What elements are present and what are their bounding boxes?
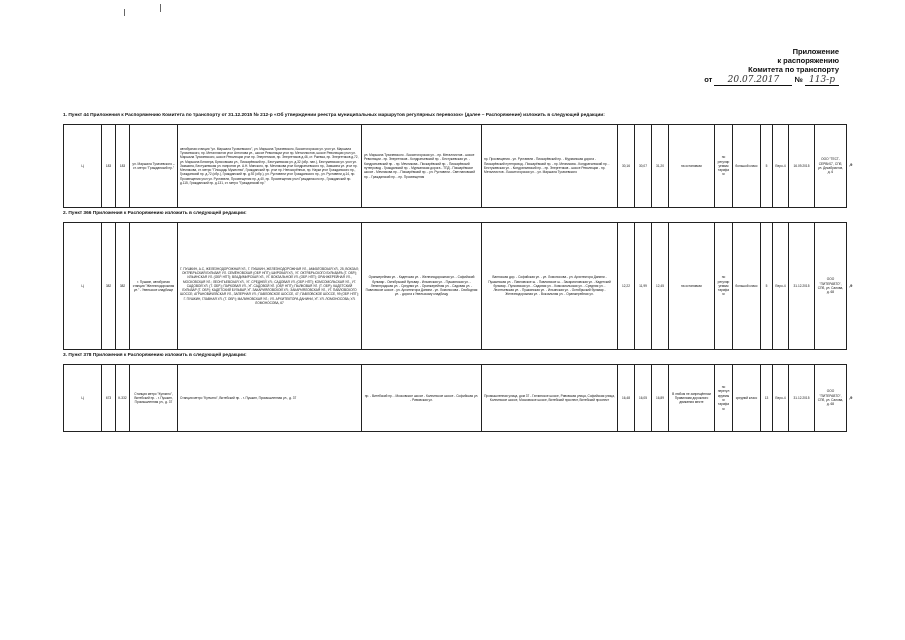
table-row: [64, 223, 847, 350]
table-cell: 673: [102, 365, 116, 432]
table-cell: на остановках: [669, 125, 715, 208]
table-cell: Станция метро "Купчино", Витебский пр. - г. Пушкин, Промышленная ул., д. 37: [130, 365, 178, 432]
table-cell: 13: [761, 365, 773, 432]
table-cell: 31,20: [652, 125, 669, 208]
table-cell: Ц: [64, 125, 102, 208]
row-tail-mark: ,9: [849, 162, 853, 167]
table-cell: 31.12.2015: [789, 365, 815, 432]
table-cell: 183: [116, 125, 130, 208]
table-cell: Ванноская дор. - Софийская ул. - ул. Ломоносова - ул. Архитектора Данини - Пушкинская ул. - Павловское ш. - Павловское ш. - Закарияловская ул. - Кадетский бульвар - Пулковская ул. - Садовая ул. - Комсомольская ул. - Средняя ул. - Леонтьевская ул. - Пушкинская ул. - Ильинская ул. - Октябрьский бульвар - Железнодорожная ул. - Вокзальная ул. - Оранжерейная ул.: [482, 223, 618, 350]
table-cell: пр. Просвещения - ул. Руставели - Пискарёвский пр. - Мурманская дорога - Пискарёвский путепровод - Пискарёвский пр. - пр. Мечникова - Кондратьевский пр. - Бестужевская ул. - Кондратьевский пр. - пр. Энергетиков - шоссе Революции - пр. Металлистов - Бокситогорская ул. - ул. Маршала Тухачевского: [482, 125, 618, 208]
table-cell: Оранжерейная ул. - Кадетская ул. - Железнодорожная ул. - Софийский бульвар - Октябрьский бульвар - Ильинская ул. - Пушкинская ул. - Ленинградская ул. - Средняя ул. - Оранжерейная ул. - Садовая ул. - Павловское шоссе - ул. Архитектора Данини - ул. Ломоносова - Свободная ул. - дорога к Увельскому кладбищу: [362, 223, 482, 350]
table-cell: Промышленная улица, дом 37 - Гатчинское шоссе, Ривовская улица, Софийская улица, Колпинское шоссе, Московское шоссе, Витебский проспект, Витебский проспект: [482, 365, 618, 432]
table-cell: большой класс: [733, 223, 761, 350]
table-cell: 31.12.2015: [789, 223, 815, 350]
table-cell: Евро-4: [773, 365, 789, 432]
section-title: 3. Пункт 378 Приложения к Распоряжению изложить в следующей редакции:: [63, 353, 247, 358]
date-prefix: от: [704, 75, 713, 84]
header-line: к распоряжению: [777, 56, 839, 65]
table-cell: 382: [102, 223, 116, 350]
table-cell: ООО "ПИТЕРАВТО", СПб, ул. Салова, д. 68: [815, 365, 847, 432]
table-cell: 16.09.2015: [789, 125, 815, 208]
route-table: [63, 222, 847, 350]
table-cell: г. Пушкин, автобусная станция "Железнодорожная ул." - Увельское кладбище: [130, 223, 178, 350]
date-handwritten: 20.07.2017: [714, 76, 792, 86]
table-cell: 183: [102, 125, 116, 208]
header-line: Комитета по транспорту: [748, 65, 839, 74]
scan-mark: [124, 9, 125, 16]
table-cell: на остановках: [669, 223, 715, 350]
table-cell: по нерегулируемым тарифам: [715, 365, 733, 432]
table-cell: ул. Маршала Тухачевского - Бокситогорская ул. - пр. Металлистов - шоссе Революции - пр. Энергетиков - Кондратьевский пр. - Бестужевская ул. - Кондратьевский пр. - пр. Мечникова - Пискарёвский пр. - Пискарёвский путепровод - Гражданский пр. - Мурманская дорога - ТПД - Пискарёвское шоссе - Мечникова пр. - Пискарёвский пр. - ул. Руставели - Светлановский пр. - Гражданский пр. - пр. Просвещения: [362, 125, 482, 208]
table-cell: Ц: [64, 223, 102, 350]
number-prefix: №: [794, 75, 803, 84]
table-cell: 30,16: [618, 125, 635, 208]
table-cell: большой класс: [733, 125, 761, 208]
table-cell: 12,22: [618, 223, 635, 350]
row-tail-mark: ,9: [849, 283, 853, 288]
table-cell: ООО "ПИТЕРАВТО", СПб, ул. Салова, д. 68: [815, 223, 847, 350]
table-cell: средний класс: [733, 365, 761, 432]
table-cell: В любом не запрещённом Правилами дорожного движения месте: [669, 365, 715, 432]
table-cell: 16,05: [635, 365, 652, 432]
route-table: [63, 364, 847, 432]
table-cell: пр. - Витебский пр. - Московское шоссе - Колпинское шоссе - Софийская ул. - Ривовская ул.: [362, 365, 482, 432]
table-cell: 12,45: [652, 223, 669, 350]
date-line: [704, 75, 839, 86]
table-cell: Станция метро "Купчино", Витебский пр. - г. Пушкин, Промышленная ул., д. 37: [178, 365, 362, 432]
route-table: [63, 124, 847, 208]
document-header: [704, 47, 839, 86]
table-cell: 5: [761, 125, 773, 208]
table-row: [64, 125, 847, 208]
table-cell: 16,48: [618, 365, 635, 432]
table-cell: 11,99: [635, 223, 652, 350]
table-cell: Ц: [64, 365, 102, 432]
header-line: Приложение: [792, 47, 839, 56]
section-title: 1. Пункт 44 Приложения к Распоряжению Комитета по транспорту от 31.12.2015 № 212-р «Об утверждении реестра муниципальных маршрутов регулярных перевозок» (далее – Распоряжение) изложить в следующей редакции:: [63, 113, 605, 118]
table-cell: ООО "ТЕСТ-СЕРВИС", СПб, ул. Декабристов, д. 6: [815, 125, 847, 208]
table-cell: 16,89: [652, 365, 669, 432]
table-cell: по регулируемым тарифам: [715, 125, 733, 208]
table-cell: 5: [761, 223, 773, 350]
table-cell: Евро-4: [773, 223, 789, 350]
row-tail-mark: ,9: [849, 395, 853, 400]
table-cell: Евро-4: [773, 125, 789, 208]
section-title: 2. Пункт 366 Приложения к Распоряжению изложить в следующей редакции:: [63, 211, 247, 216]
scan-mark: [160, 4, 161, 12]
table-cell: 30,07: [635, 125, 652, 208]
number-handwritten: 113-р: [805, 76, 839, 86]
table-cell: К-332: [116, 365, 130, 432]
table-cell: Г. ПУШКИН, А.С. ЖЕЛЕЗНОДОРОЖНАЯ УЛ., Г. ПУШКИН, ЖЕЛЕЗНОДОРОЖНАЯ УЛ., АМИАТОВСКАЯ УЛ., 25, ВОКЗАЛ; ОКТЯБРЬСКИЙ БУЛЬВАР, УЛ. СЕМЁНОВСКАЯ (ОБР. НПТ); ШИРОКАЯ УЛ., УГ. ОКТЯБРЬСКОГО БУЛЬВАРА (Т. ОБР.); ИЛЬИНСКАЯ УЛ. (ОБР. НПТ); ВЛАДИМИРСКАЯ УЛ., УГ. ВОКЗАЛЬНОЙ УЛ. (ОБР. НПТ); ОРАНЖЕРЕЙНАЯ УЛ., МОСКОВСКАЯ УЛ.; ЛЕОНТЬЕВСКАЯ УЛ., УГ. СРЕДНЕЙ УЛ.; САДОВАЯ УЛ. (ОБР. НПТ); КОМСОМОЛЬСКАЯ УЛ., УГ. САДОВОЙ УЛ. (Т. ОБР.); ПАРКОВАЯ УЛ., УГ. САДОВОЙ УЛ. (ОБР. НПТ); ПЫЛКОВАЯ УЛ. (Т. ОБР.); КАДЕТСКИЙ БУЛЬВАР (Т. ОБР.); КАДЕТСКИЙ БУЛЬВАР, УГ. ЗАКАРИЯЛОВСКОЙ УЛ.; ЗАКАРИЯЛОВСКАЯ УЛ., УГ. ПАВЛОВСКОГО ШОССЕ; АГРАНОВИЧЕВСКАЯ УЛ., ЗАПЕРНАЯ УЛ.; ПАВЛОВСКОЕ ШОССЕ, 47; ПАВЛОВСКОЕ ШОССЕ, 99 (ОБР. НПТ); Г. ПУШКИН, ГЛАВНАЯ УЛ. (Т. ОБР.); МАЛИНОВСКАЯ УЛ.; УЛ. АРХИТЕКТОРА ДАНИНИ, УГ. УЛ. ЛОМОНОСОВА; УЛ. ЛОМОНОСОВА, 67: [178, 223, 362, 350]
table-row: [64, 365, 847, 432]
table-cell: по регулируемым тарифам: [715, 223, 733, 350]
table-cell: автобусная станция "ул. Маршала Тухачевского", ул. Маршала Тухачевского, Бокситогорская ул. угол ул. Маршала Тухачевского, пр. Металлистов угол Антонова ул., шоссе Революции угол пр. Металлистов, шоссе Революции угол ул. Маршала Тухачевского, шоссе Революции угол пр. Энергетиков, пр. Энергетиков д.46, ст. Ржевка, пр. Энергетиков д.72, ул. Маршала Блюхера, Брюсовская ул., Пискарёвский пр., Бестужевская ул. д.32 (обр. нап.), Бестужевская ул. угол ул. Замшина, Бестужевская ул. напротив ул. А.Н. Минского, пр. Мечникова угол Кондратьевского пр., Замшина ул. угол пр. Мечникова, ст. метро "Площадь Мужества", Гражданский пр. угол пр. Непокорённых, пр. Науки угол Гражданского пр., Гражданский пр. д.72 (обр.), Гражданский пр. д.92 (обр.), ул. Руставели угол Гражданского пр., ул. Руставели д.14, пр. Просвещения угол ул. Руставели, Просвещения пр. д.40, пр. Просвещения угол Гражданского пр., Гражданский пр. д.115, Гражданский пр. д.131, ст. метро "Гражданский пр.": [178, 125, 362, 208]
table-cell: 382: [116, 223, 130, 350]
table-cell: ул. Маршала Тухачевского – ст. метро "Гражданский пр.": [130, 125, 178, 208]
